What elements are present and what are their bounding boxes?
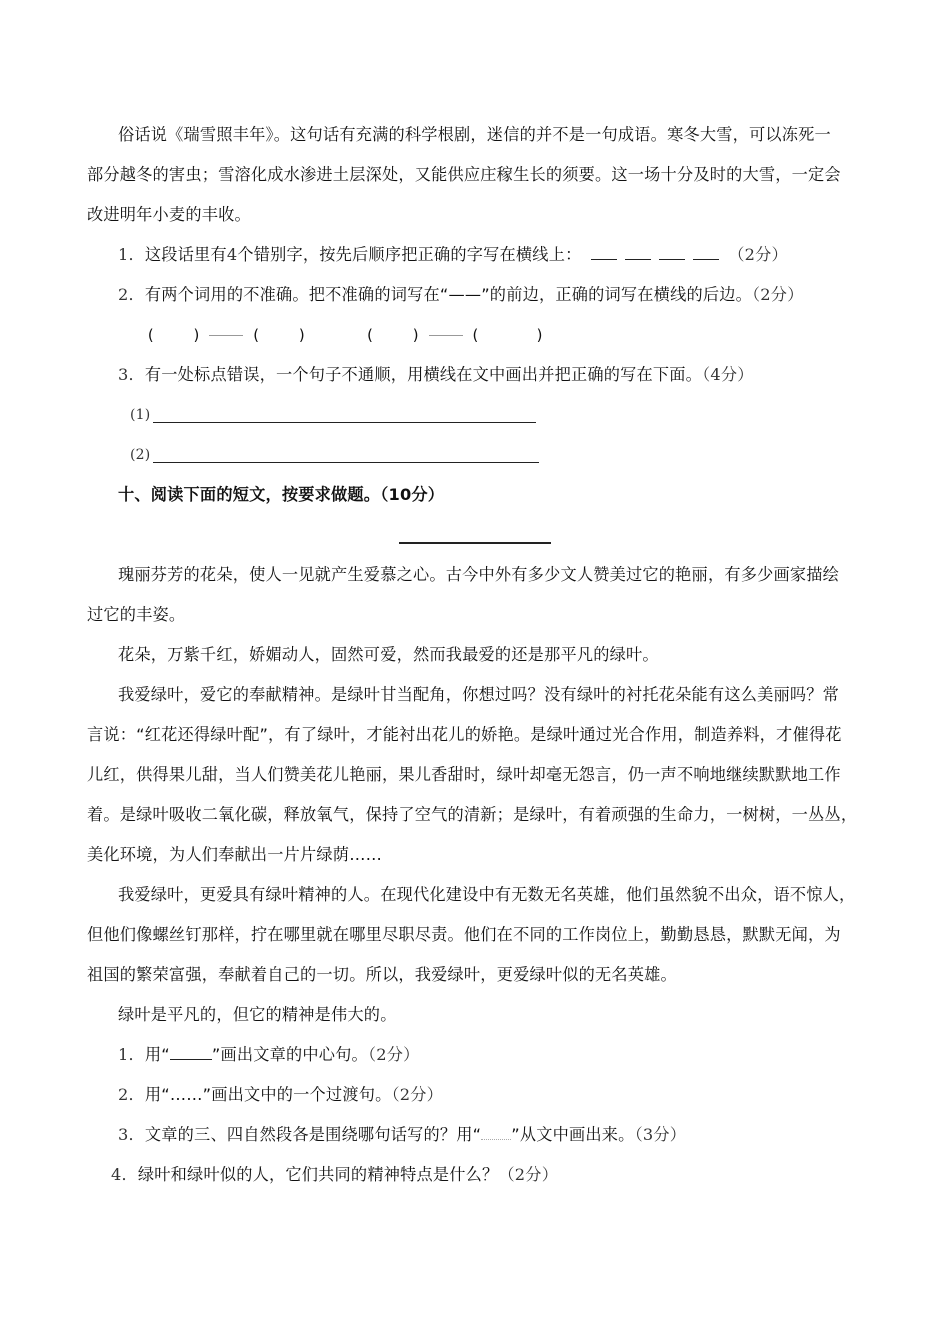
question-text: 这段话里有: [144, 245, 227, 264]
score: （4分）: [702, 365, 754, 384]
question-number: 4．: [111, 1165, 138, 1184]
count: 4: [226, 245, 238, 264]
passage-line: 美化环境，为人们奉献出一片片绿荫……: [87, 845, 382, 864]
question-text: 用“……”画出文中的一个过渡句。: [144, 1085, 392, 1104]
question-text: 有一处标点错误，一个句子不通顺，用横线在文中画出并把正确的写在下面。: [144, 365, 703, 384]
question-text: 用“: [144, 1045, 170, 1064]
question-number: 1．: [118, 1045, 145, 1064]
wrong-word-blank[interactable]: ( ): [365, 326, 421, 344]
question-number: 3．: [118, 365, 145, 384]
reading-question-4: [111, 1165, 558, 1185]
passage-line: 我爱绿叶，更爱具有绿叶精神的人。在现代化建设中有无数无名英雄，他们虽然貌不出众，语不惊人，: [118, 885, 856, 904]
answer-label: (2): [130, 447, 151, 463]
reading-question-3: [118, 1125, 686, 1145]
answer-blank[interactable]: [591, 245, 617, 260]
answer-line-2[interactable]: [153, 462, 539, 463]
question-text: 文章的三、四自然段各是围绕哪句话写的？用“: [144, 1125, 482, 1144]
word-pairs: [146, 325, 545, 345]
question-number: 1．: [118, 245, 145, 264]
answer-blank[interactable]: [659, 245, 685, 260]
passage-line: 儿红，供得果儿甜，当人们赞美花儿艳丽，果儿香甜时，绿叶却毫无怨言，仍一声不响地继续默默地工作: [87, 765, 841, 784]
question-3: [118, 365, 754, 385]
passage-line: 部分越冬的害虫；雪溶化成水渗进土层深处，又能供应庄稼生长的须要。这一场十分及时的大雪，一定会: [87, 165, 841, 184]
passage-line: 祖国的繁荣富强，奉献着自己的一切。所以，我爱绿叶，更爱绿叶似的无名英雄。: [87, 965, 677, 984]
dash: [209, 335, 243, 336]
reading-question-2: [118, 1085, 443, 1105]
passage-line: 瑰丽芬芳的花朵，使人一见就产生爱慕之心。古今中外有多少文人赞美过它的艳丽，有多少画家描绘: [118, 565, 840, 584]
score: （2分）: [498, 1165, 559, 1184]
right-word-blank[interactable]: ( ): [251, 326, 307, 344]
answer-blank[interactable]: [693, 245, 719, 260]
passage-line: 改进明年小麦的丰收。: [87, 205, 251, 224]
score: （2分）: [752, 285, 804, 304]
question-text: ”从文中画出来。: [511, 1125, 635, 1144]
question-text: 有两个词用的不准确。把不准确的词写在“——”的前边，正确的词写在横线的后边。: [144, 285, 753, 304]
question-text: 个错别字，按先后顺序把正确的字写在横线上：: [237, 245, 582, 264]
answer-label: (1): [130, 407, 151, 423]
straight-underline-sample: [170, 1045, 212, 1060]
passage-line: 着。是绿叶吸收二氧化碳，释放氧气，保持了空气的清新；是绿叶，有着顽强的生命力，一树树，一丛丛，: [87, 805, 858, 824]
title-blank[interactable]: [399, 542, 551, 544]
score: （3分）: [634, 1125, 687, 1144]
question-number: 2．: [118, 1085, 145, 1104]
answer-line-1[interactable]: [153, 422, 536, 423]
passage-line: 花朵，万紫千红，娇媚动人，固然可爱，然而我最爱的还是那平凡的绿叶。: [118, 645, 659, 664]
right-word-blank[interactable]: ( ): [470, 326, 545, 344]
score: （2分）: [367, 1045, 420, 1064]
score: （2分）: [391, 1085, 444, 1104]
passage-line: 俗话说《瑞雪照丰年》。这句话有充满的科学根剧，迷信的并不是一句成语。寒冬大雪，可以冻死一: [118, 125, 831, 144]
question-number: 2．: [118, 285, 145, 304]
question-2: [118, 285, 804, 305]
wavy-underline-sample: [481, 1125, 511, 1140]
passage-line: 我爱绿叶，爱它的奉献精神。是绿叶甘当配角，你想过吗？没有绿叶的衬托花朵能有这么美丽吗？常: [118, 685, 840, 704]
answer-blank[interactable]: [625, 245, 651, 260]
wrong-word-blank[interactable]: ( ): [146, 326, 202, 344]
question-1: [118, 245, 788, 265]
section-heading: 十、阅读下面的短文，按要求做题。（10分）: [118, 485, 445, 504]
question-text: 绿叶和绿叶似的人，它们共同的精神特点是什么？: [137, 1165, 499, 1184]
question-text: ”画出文章的中心句。: [211, 1045, 368, 1064]
score: （2分）: [728, 245, 788, 264]
dash: [429, 335, 463, 336]
passage-line: 言说：“红花还得绿叶配”，有了绿叶，才能衬出花儿的娇艳。是绿叶通过光合作用，制造养料，才催得花: [87, 725, 842, 744]
passage-line: 绿叶是平凡的，但它的精神是伟大的。: [118, 1005, 397, 1024]
passage-line: 过它的丰姿。: [87, 605, 186, 624]
question-number: 3．: [118, 1125, 145, 1144]
reading-question-1: [118, 1045, 420, 1065]
passage-line: 但他们像螺丝钉那样，拧在哪里就在哪里尽职尽责。他们在不同的工作岗位上，勤勤恳恳，默默无闻，为: [87, 925, 841, 944]
